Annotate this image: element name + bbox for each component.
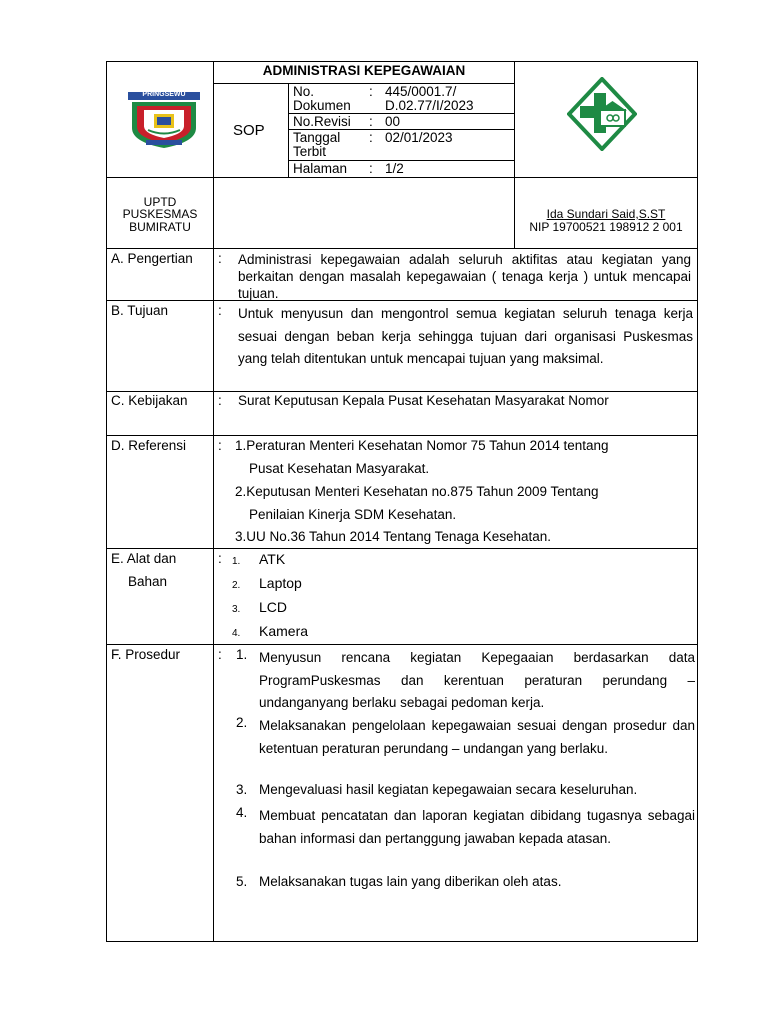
table-border xyxy=(213,61,214,942)
section-label-bahan: Bahan xyxy=(128,574,168,589)
meta-colon: : xyxy=(369,84,373,99)
referensi-item: 1.Peraturan Menteri Kesehatan Nomor 75 Tahun 2014 tentang xyxy=(235,438,609,453)
section-label-prosedur: F. Prosedur xyxy=(111,647,181,662)
meta-colon: : xyxy=(369,130,373,145)
section-colon: : xyxy=(218,251,222,266)
section-text-kebijakan: Surat Keputusan Kepala Pusat Kesehatan Masyarakat Nomor xyxy=(238,393,609,408)
meta-colon: : xyxy=(369,161,373,176)
prosedur-step: Membuat pencatatan dan laporan kegiatan dibidang tugasnya sebagai bahan informasi dan pertanggung jawaban kepada atasan. xyxy=(259,808,695,846)
meta-label-halaman: Halaman xyxy=(293,161,348,176)
pringsewu-logo-text: PRINGSEWU xyxy=(142,91,186,98)
prosedur-step: Melaksanakan tugas lain yang diberikan oleh atas. xyxy=(259,874,562,889)
signer-nip: NIP 19700521 198912 2 001 xyxy=(529,220,683,234)
org-line-3: BUMIRATU xyxy=(129,220,191,234)
document-title: ADMINISTRASI KEPEGAWAIAN xyxy=(262,63,466,78)
meta-value-tanggal: 02/01/2023 xyxy=(385,130,453,145)
section-colon: : xyxy=(218,647,222,662)
table-border xyxy=(106,548,698,549)
prosedur-step: Mengevaluasi hasil kegiatan kepegawaian secara keseluruhan. xyxy=(259,782,638,797)
table-border xyxy=(106,435,698,436)
section-colon: : xyxy=(218,393,222,408)
meta-value-no-1: 445/0001.7/ xyxy=(385,84,457,99)
referensi-item: 3.UU No.36 Tahun 2014 Tentang Tenaga Kesehatan. xyxy=(235,529,552,544)
section-text-tujuan: Untuk menyusun dan mengontrol semua kegiatan seluruh tenaga kerja sesuai dengan beban kerja sehingga tujuan dari organisasi Puskesmas yang telah ditentukan untuk mencapai tujuan yang maksimal. xyxy=(238,306,693,367)
meta-label-no: No. xyxy=(293,84,315,99)
meta-colon: : xyxy=(369,114,373,129)
puskesmas-logo xyxy=(567,77,637,151)
prosedur-step: Menyusun rencana kegiatan Kepegaaian berdasarkan data ProgramPuskesmas dan kerentuan peraturan perundang – undanganyang berlaku sebagai pedoman kerja. xyxy=(259,650,695,711)
section-label-pengertian: A. Pengertian xyxy=(111,251,193,266)
table-border xyxy=(106,644,698,645)
prosedur-step-number: 2. xyxy=(236,715,248,730)
meta-value-no-2: D.02.77/I/2023 xyxy=(385,98,474,113)
alat-item-number: 4. xyxy=(232,628,241,639)
prosedur-step-number: 4. xyxy=(236,805,248,820)
meta-label-revisi: No.Revisi xyxy=(293,114,351,129)
alat-item-number: 3. xyxy=(232,604,241,615)
pringsewu-logo xyxy=(126,90,202,150)
sop-label: SOP xyxy=(233,122,265,139)
prosedur-step: Melaksanakan pengelolaan kepegawaian sesuai dengan prosedur dan ketentuan peraturan perundang – undangan yang berlaku. xyxy=(259,718,695,756)
prosedur-step-number: 3. xyxy=(236,782,248,797)
alat-item-number: 1. xyxy=(232,556,241,567)
table-border xyxy=(106,61,107,942)
alat-item: Laptop xyxy=(259,575,302,591)
table-border xyxy=(106,941,698,942)
section-label-kebijakan: C. Kebijakan xyxy=(111,393,188,408)
meta-value-revisi: 00 xyxy=(385,114,401,129)
table-border xyxy=(106,177,698,178)
section-label-referensi: D. Referensi xyxy=(111,438,187,453)
referensi-item-cont: Pusat Kesehatan Masyarakat. xyxy=(249,461,430,476)
section-colon: : xyxy=(218,303,222,318)
section-colon: : xyxy=(218,438,222,453)
referensi-item-cont: Penilaian Kinerja SDM Kesehatan. xyxy=(249,507,457,522)
meta-value-halaman: 1/2 xyxy=(385,161,404,176)
meta-label-dokumen: Dokumen xyxy=(293,98,351,113)
prosedur-step-number: 1. xyxy=(236,647,248,662)
section-label-alat: E. Alat dan xyxy=(111,551,177,566)
alat-item: LCD xyxy=(259,599,288,615)
meta-label-terbit: Terbit xyxy=(293,144,327,159)
table-border xyxy=(288,83,289,177)
table-border xyxy=(106,248,698,249)
alat-item: ATK xyxy=(259,551,286,567)
section-label-tujuan: B. Tujuan xyxy=(111,303,169,318)
signer-name: Ida Sundari Said,S.ST xyxy=(546,207,666,221)
table-border xyxy=(697,61,698,942)
meta-label-tanggal: Tanggal xyxy=(293,130,341,145)
table-border xyxy=(106,391,698,392)
alat-item-number: 2. xyxy=(232,580,241,591)
org-line-1: UPTD xyxy=(143,195,177,209)
table-border xyxy=(106,61,698,62)
alat-item: Kamera xyxy=(259,623,309,639)
org-line-2: PUSKESMAS xyxy=(122,207,198,221)
table-border xyxy=(213,83,515,84)
referensi-item: 2.Keputusan Menteri Kesehatan no.875 Tahun 2009 Tentang xyxy=(235,484,599,499)
section-text-pengertian: Administrasi kepegawaian adalah seluruh aktifitas atau kegiatan yang berkaitan dengan masalah kepegawaian ( tenaga kerja ) untuk mencapai tujuan. xyxy=(238,252,691,301)
prosedur-step-number: 5. xyxy=(236,874,248,889)
section-colon: : xyxy=(218,551,222,566)
